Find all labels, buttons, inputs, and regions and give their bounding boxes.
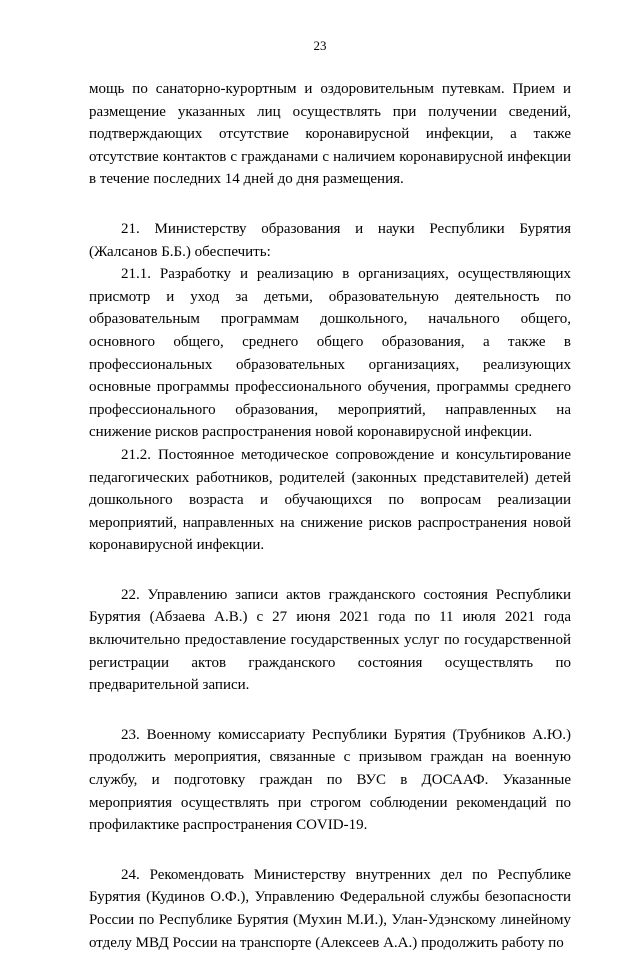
paragraph-21-2: 21.2. Постоянное методическое сопровождение и консультирование педагогических работников, родителей (законных представителей) детей дошкольного возраста и обучающихся по вопросам реализации мероприятий, направленных на снижение рисков распространения новой коронавирусной инфекции. [89, 446, 571, 554]
paragraph-21-1: 21.1. Разработку и реализацию в организациях, осуществляющих присмотр и уход за детьми, образовательную деятельность по образовательным программам дошкольного, начального общего, основного общего, среднего общего образования, а также в профессиональных образовательных организациях, реализующих основные программы профессионального обучения, программы среднего профессионального образования, мероприятий, направленных на снижение рисков распространения новой коронавирусной инфекции. [89, 266, 571, 441]
paragraph-continuation: мощь по санаторно-курортным и оздоровительным путевкам. Прием и размещение указанных лиц осуществлять при получении сведений, подтверждающих отсутствие коронавирусной инфекции, а также отсутствие контактов с гражданами с наличием коронавирусной инфекции в течение последних 14 дней до дня размещения. [89, 81, 571, 188]
paragraph-24: 24. Рекомендовать Министерству внутренних дел по Республике Бурятия (Кудинов О.Ф.), Управлению Федеральной службы безопасности России по Республике Бурятия (Мухин М.И.), Улан-Удэнскому линейному отделу МВД России на транспорте (Алексеев А.А.) продолжить работу по [89, 866, 571, 951]
paragraph-gap [89, 557, 571, 584]
document-body [89, 78, 571, 954]
page-number: 23 [313, 38, 327, 53]
paragraph-23: 23. Военному комиссариату Республики Бурятия (Трубников А.Ю.) продолжить мероприятия, связанные с призывом граждан на военную службу, и подготовку граждан по ВУС в ДОСААФ. Указанные мероприятия осуществлять при строгом соблюдении рекомендаций по профилактике распространения COVID-19. [89, 726, 571, 834]
paragraph-21: 21. Министерству образования и науки Республики Бурятия (Жалсанов Б.Б.) обеспечить: [89, 220, 571, 260]
paragraph-gap [89, 191, 571, 218]
paragraph-22: 22. Управлению записи актов гражданского состояния Республики Бурятия (Абзаева А.В.) с 27 июня 2021 года по 11 июля 2021 года включительно предоставление государственных услуг по государственной регистрации актов гражданского состояния осуществлять по предварительной записи. [89, 586, 571, 694]
paragraph-gap [89, 837, 571, 864]
paragraph-gap [89, 697, 571, 724]
